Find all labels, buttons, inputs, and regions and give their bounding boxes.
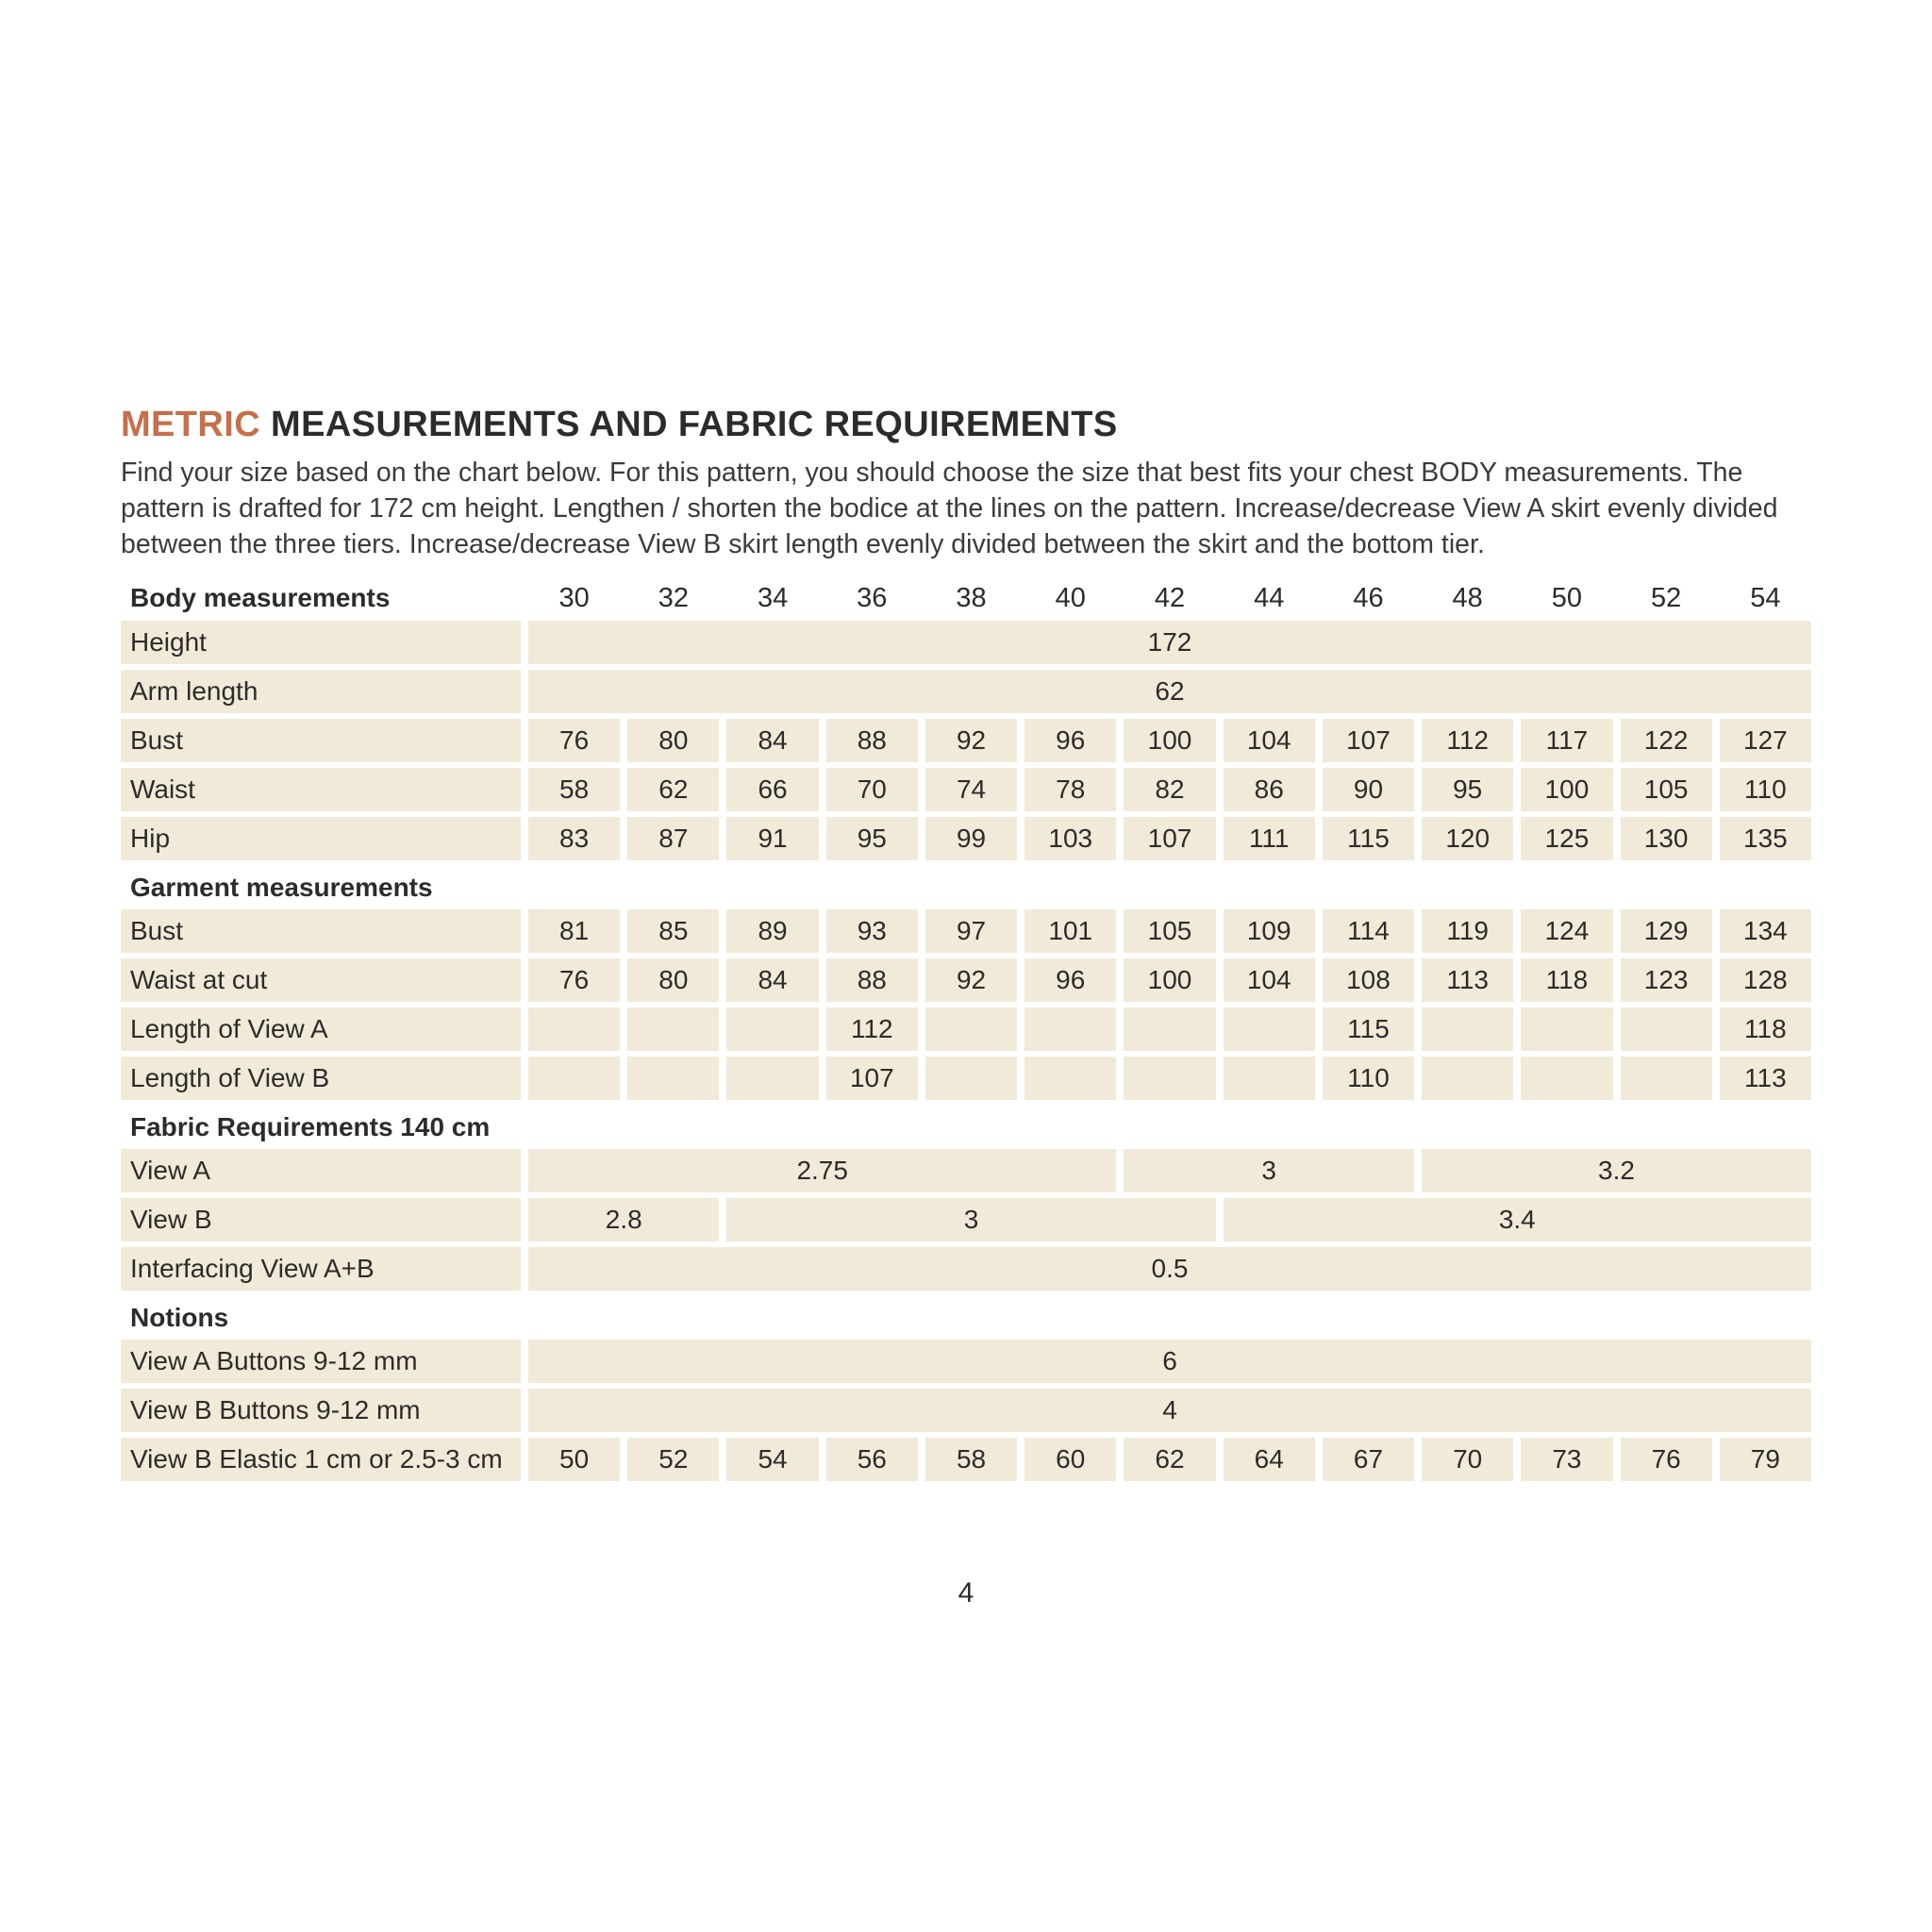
- size-column-header: 42: [1154, 582, 1186, 613]
- row-label: Waist: [121, 768, 521, 811]
- table-row: [121, 670, 1811, 713]
- row-label: Bust: [121, 719, 521, 762]
- size-column-header: 30: [558, 582, 590, 613]
- value-cell: 83: [528, 817, 620, 860]
- value-cell: 58: [528, 768, 620, 811]
- value-cell: 76: [1621, 1438, 1712, 1481]
- table-row: [121, 719, 1811, 762]
- title-rest: MEASUREMENTS AND FABRIC REQUIREMENTS: [271, 405, 1118, 444]
- table-row: [121, 958, 1811, 1002]
- value-cell: 88: [826, 958, 918, 1002]
- value-cell: 103: [1024, 817, 1116, 860]
- table-row: [121, 1057, 1811, 1100]
- column-header-label: Body measurements: [130, 583, 391, 612]
- row-label: Waist at cut: [121, 958, 521, 1002]
- value-block: 3.2: [1422, 1149, 1811, 1192]
- value-cell: 99: [925, 817, 1017, 860]
- row-data: [528, 1389, 1811, 1432]
- size-column-header: 50: [1551, 582, 1583, 613]
- value-cell: 93: [826, 909, 918, 953]
- value-cell: 108: [1323, 958, 1414, 1002]
- value-cell: [1521, 1008, 1612, 1051]
- value-cell: 115: [1323, 817, 1414, 860]
- value-cell: 90: [1323, 768, 1414, 811]
- table-row: [121, 1389, 1811, 1432]
- row-data: [528, 1247, 1811, 1291]
- value-cell: 58: [925, 1438, 1017, 1481]
- size-header-grid: [528, 583, 1811, 613]
- value-cell: 89: [726, 909, 818, 953]
- row-label: Interfacing View A+B: [121, 1247, 521, 1291]
- value-cell: 52: [627, 1438, 719, 1481]
- row-label: View B Buttons 9-12 mm: [121, 1389, 521, 1432]
- value-cell: 97: [925, 909, 1017, 953]
- value-cell: 129: [1621, 909, 1712, 953]
- row-label: View A Buttons 9-12 mm: [121, 1340, 521, 1383]
- value-cell: 87: [627, 817, 719, 860]
- table-row: [121, 1438, 1811, 1481]
- value-cell: 115: [1323, 1008, 1414, 1051]
- value-cell: 100: [1124, 719, 1215, 762]
- value-cell: 125: [1521, 817, 1612, 860]
- size-column-header: 34: [757, 582, 789, 613]
- value-cell: [1124, 1008, 1215, 1051]
- value-cell: [528, 1008, 620, 1051]
- value-cell: 91: [726, 817, 818, 860]
- value-cell: 70: [1422, 1438, 1513, 1481]
- value-cell: [726, 1057, 818, 1100]
- row-label: View B Elastic 1 cm or 2.5-3 cm: [121, 1438, 521, 1481]
- value-block: 6: [528, 1340, 1811, 1383]
- value-cell: 110: [1720, 768, 1811, 811]
- row-data: [528, 719, 1811, 762]
- value-cell: 112: [1422, 719, 1513, 762]
- row-label: Bust: [121, 909, 521, 953]
- title-highlight: METRIC: [121, 405, 261, 444]
- value-cell: 66: [726, 768, 818, 811]
- value-cell: 100: [1521, 768, 1612, 811]
- row-label: Height: [121, 621, 521, 664]
- value-cell: 107: [1124, 817, 1215, 860]
- value-cell: 104: [1224, 958, 1315, 1002]
- row-label: Length of View A: [121, 1008, 521, 1051]
- page-number: 4: [958, 1577, 974, 1608]
- table-row: [121, 1149, 1811, 1192]
- row-data: [528, 1008, 1811, 1051]
- size-column-header: 54: [1750, 582, 1781, 613]
- value-cell: 50: [528, 1438, 620, 1481]
- value-cell: 96: [1024, 958, 1116, 1002]
- page-content: [121, 404, 1811, 1487]
- row-data: [528, 1149, 1811, 1192]
- value-cell: 100: [1124, 958, 1215, 1002]
- row-label: Length of View B: [121, 1057, 521, 1100]
- value-cell: 128: [1720, 958, 1811, 1002]
- row-data: [528, 958, 1811, 1002]
- value-cell: 78: [1024, 768, 1116, 811]
- value-cell: 81: [528, 909, 620, 953]
- value-cell: 113: [1720, 1057, 1811, 1100]
- value-cell: [1521, 1057, 1612, 1100]
- table-row: [121, 1008, 1811, 1051]
- value-cell: 118: [1521, 958, 1612, 1002]
- value-cell: 56: [826, 1438, 918, 1481]
- value-cell: 84: [726, 719, 818, 762]
- value-cell: 122: [1621, 719, 1712, 762]
- value-cell: 95: [826, 817, 918, 860]
- value-cell: 85: [627, 909, 719, 953]
- value-cell: 64: [1224, 1438, 1315, 1481]
- value-cell: [1621, 1057, 1712, 1100]
- row-label: Hip: [121, 817, 521, 860]
- value-block: 3: [1124, 1149, 1414, 1192]
- value-cell: 134: [1720, 909, 1811, 953]
- row-data: [528, 1340, 1811, 1383]
- value-cell: 109: [1224, 909, 1315, 953]
- value-cell: 76: [528, 719, 620, 762]
- value-cell: 86: [1224, 768, 1315, 811]
- value-cell: 74: [925, 768, 1017, 811]
- value-cell: 80: [627, 719, 719, 762]
- measurement-table: [121, 583, 1811, 1481]
- value-cell: 79: [1720, 1438, 1811, 1481]
- row-label: View A: [121, 1149, 521, 1192]
- value-cell: 119: [1422, 909, 1513, 953]
- value-cell: 96: [1024, 719, 1116, 762]
- table-row: [121, 909, 1811, 953]
- value-block: 4: [528, 1389, 1811, 1432]
- value-cell: [1024, 1057, 1116, 1100]
- table-row: [121, 1340, 1811, 1383]
- table-row: [121, 1198, 1811, 1241]
- value-cell: 105: [1124, 909, 1215, 953]
- row-label: View B: [121, 1198, 521, 1241]
- row-data: [528, 768, 1811, 811]
- value-cell: [528, 1057, 620, 1100]
- value-cell: 104: [1224, 719, 1315, 762]
- value-cell: 135: [1720, 817, 1811, 860]
- value-cell: 123: [1621, 958, 1712, 1002]
- value-cell: 111: [1224, 817, 1315, 860]
- table-row: [121, 1247, 1811, 1291]
- value-cell: 130: [1621, 817, 1712, 860]
- value-cell: 73: [1521, 1438, 1612, 1481]
- size-column-header: 38: [956, 582, 987, 613]
- value-block: 0.5: [528, 1247, 1811, 1291]
- size-column-header: 40: [1055, 582, 1086, 613]
- intro-paragraph: Find your size based on the chart below. For this pattern, you should choose the size that best fits your chest BODY measurements. The pattern is drafted for 172 cm height. Lengthen / shorten the bodice at the lines on the pattern. Increase/decrease View A skirt evenly divided between the three tiers. Increase/decrease View B skirt length evenly divided between the skirt and the bottom tier.: [121, 458, 1778, 559]
- value-block: 2.8: [528, 1198, 719, 1241]
- value-cell: 112: [826, 1008, 918, 1051]
- row-data: [528, 1438, 1811, 1481]
- value-cell: [1422, 1008, 1513, 1051]
- size-column-header: 52: [1651, 582, 1682, 613]
- size-column-header: 36: [857, 582, 888, 613]
- value-cell: [1024, 1008, 1116, 1051]
- table-header-row: [121, 583, 1811, 613]
- value-block: 2.75: [528, 1149, 1116, 1192]
- value-cell: [1621, 1008, 1712, 1051]
- value-block: 3: [726, 1198, 1215, 1241]
- value-cell: 82: [1124, 768, 1215, 811]
- row-label: Arm length: [121, 670, 521, 713]
- value-cell: 92: [925, 719, 1017, 762]
- size-column-header: 32: [658, 582, 689, 613]
- value-block: 62: [528, 670, 1811, 713]
- value-cell: 127: [1720, 719, 1811, 762]
- value-cell: 80: [627, 958, 719, 1002]
- row-data: [528, 1057, 1811, 1100]
- size-column-header: 48: [1452, 582, 1483, 613]
- value-cell: 114: [1323, 909, 1414, 953]
- value-cell: 117: [1521, 719, 1612, 762]
- row-data: [528, 909, 1811, 953]
- value-cell: 110: [1323, 1057, 1414, 1100]
- row-data: [528, 621, 1811, 664]
- value-cell: 101: [1024, 909, 1116, 953]
- value-cell: 95: [1422, 768, 1513, 811]
- section-header: Notions: [130, 1303, 229, 1332]
- value-cell: [1124, 1057, 1215, 1100]
- value-cell: [726, 1008, 818, 1051]
- table-row: [121, 768, 1811, 811]
- value-cell: [925, 1057, 1017, 1100]
- size-column-header: 46: [1353, 582, 1384, 613]
- value-block: 172: [528, 621, 1811, 664]
- value-cell: 70: [826, 768, 918, 811]
- value-cell: 105: [1621, 768, 1712, 811]
- page-title: [121, 404, 1811, 445]
- value-cell: 118: [1720, 1008, 1811, 1051]
- value-cell: 84: [726, 958, 818, 1002]
- row-data: [528, 1198, 1811, 1241]
- value-cell: 60: [1024, 1438, 1116, 1481]
- row-data: [528, 670, 1811, 713]
- value-cell: 62: [1124, 1438, 1215, 1481]
- value-cell: 67: [1323, 1438, 1414, 1481]
- value-cell: [627, 1057, 719, 1100]
- value-block: 3.4: [1224, 1198, 1811, 1241]
- row-data: [528, 817, 1811, 860]
- value-cell: [627, 1008, 719, 1051]
- value-cell: 113: [1422, 958, 1513, 1002]
- value-cell: 88: [826, 719, 918, 762]
- value-cell: [1224, 1008, 1315, 1051]
- value-cell: [1224, 1057, 1315, 1100]
- section-header: Garment measurements: [130, 873, 433, 902]
- value-cell: 54: [726, 1438, 818, 1481]
- table-row: [121, 817, 1811, 860]
- size-column-header: 44: [1254, 582, 1285, 613]
- section-header: Fabric Requirements 140 cm: [130, 1112, 491, 1141]
- value-cell: [1422, 1057, 1513, 1100]
- value-cell: 107: [826, 1057, 918, 1100]
- value-cell: [925, 1008, 1017, 1051]
- value-cell: 92: [925, 958, 1017, 1002]
- table-row: [121, 621, 1811, 664]
- value-cell: 76: [528, 958, 620, 1002]
- value-cell: 120: [1422, 817, 1513, 860]
- value-cell: 62: [627, 768, 719, 811]
- value-cell: 124: [1521, 909, 1612, 953]
- value-cell: 107: [1323, 719, 1414, 762]
